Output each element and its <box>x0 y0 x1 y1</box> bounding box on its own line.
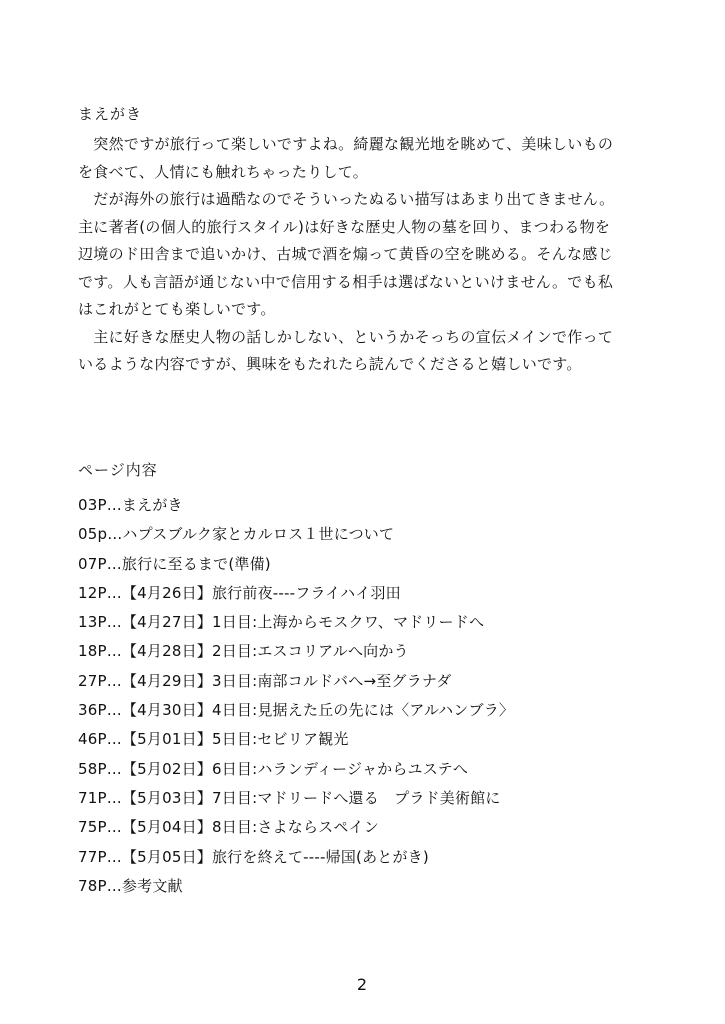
toc-item: 27P…【4月29日】3日目:南部コルドバへ→至グラナダ <box>78 671 452 690</box>
preface-line: 主に好きな歴史人物の話しかしない、というかそっちの宣伝メインで作って <box>78 327 614 346</box>
table-of-contents <box>78 460 658 901</box>
preface-line: です。人も言語が通じない中で信用する相手は選ばないといけません。でも私 <box>78 272 614 291</box>
preface-line: 突然ですが旅行って楽しいですよね。綺麗な観光地を眺めて、美味しいもの <box>78 135 614 153</box>
toc-item: 71P…【5月03日】7日目:マドリードへ還る プラド美術館に <box>78 788 501 807</box>
preface-line: 辺境のド田舎まで追いかけ、古城で酒を煽って黄昏の空を眺める。そんな感じ <box>78 245 613 263</box>
toc-item: 75P…【5月04日】8日目:さよならスペイン <box>78 818 379 837</box>
toc-title: ページ内容 <box>78 461 158 479</box>
toc-list <box>78 491 658 901</box>
preface-line: いるような内容ですが、興味をもたれたら読んでくださると嬉しいです。 <box>78 355 582 373</box>
toc-item: 78P…参考文献 <box>78 876 183 895</box>
page-number: 2 <box>356 975 368 994</box>
toc-item: 07P…旅行に至るまで(準備) <box>78 554 271 573</box>
preface-line: 主に著者(の個人的旅行スタイル)は好きな歴史人物の墓を回り、まつわる物を <box>78 217 611 236</box>
preface-body <box>78 131 658 379</box>
toc-item: 36P…【4月30日】4日目:見据えた丘の先には〈アルハンブラ〉 <box>78 701 515 720</box>
toc-item: 77P…【5月05日】旅行を終えて----帰国(あとがき) <box>78 847 429 866</box>
toc-item: 18P…【4月28日】2日目:エスコリアルへ向かう <box>78 642 409 661</box>
toc-item: 12P…【4月26日】旅行前夜----フライハイ羽田 <box>78 583 401 602</box>
toc-item: 46P…【5月01日】5日目:セビリア観光 <box>78 730 349 749</box>
toc-item: 58P…【5月02日】6日目:ハランディージャからユステへ <box>78 759 469 778</box>
preface-line: だが海外の旅行は過酷なのでそういったぬるい描写はあまり出てきません。 <box>78 190 615 208</box>
preface-line: を食べて、人情にも触れちゃったりして。 <box>78 162 369 181</box>
toc-item: 05p…ハプスブルク家とカルロス１世について <box>78 525 395 544</box>
toc-item: 13P…【4月27日】1日目:上海からモスクワ、マドリードへ <box>78 613 485 632</box>
toc-item: 03P…まえがき <box>78 496 183 514</box>
preface-heading: まえがき <box>78 105 143 123</box>
preface-line: はこれがとても楽しいです。 <box>78 300 276 318</box>
